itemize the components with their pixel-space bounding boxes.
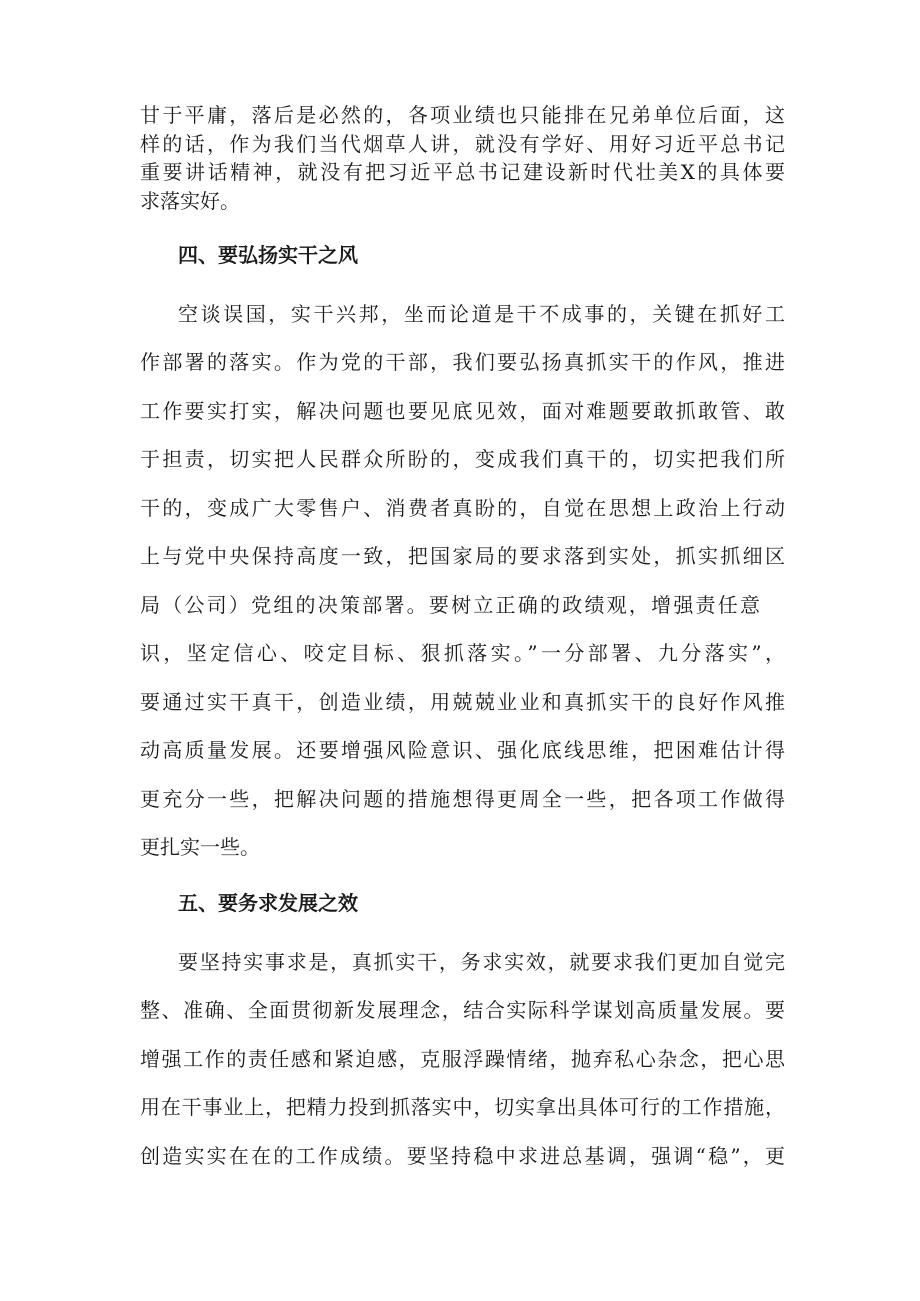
section-4-heading: 四、要弘扬实干之风 [178, 243, 358, 267]
intro-line-3: 重要讲话精神，就没有把习近平总书记建设新时代壮美X的具体要 [140, 160, 785, 184]
intro-line-1: 甘于平庸，落后是必然的，各项业绩也只能排在兄弟单位后面，这 [140, 103, 785, 127]
section-4-line-8: 识，坚定信心、咬定目标、狠抓落实。”一分部署、九分落实”， [140, 641, 785, 665]
section-5-line-5: 创造实实在在的工作成绩。要坚持稳中求进总基调，强调“稳”，更 [140, 1144, 785, 1168]
intro-line-2: 样的话，作为我们当代烟草人讲，就没有学好、用好习近平总书记 [140, 132, 785, 156]
section-5-line-1: 要坚持实事求是，真抓实干，务求实效，就要求我们更加自觉完 [178, 950, 785, 974]
section-5-line-3: 增强工作的责任感和紧迫感，克服浮躁情绪，抛弃私心杂念，把心思 [140, 1047, 785, 1071]
section-4-line-10: 动高质量发展。还要增强风险意识、强化底线思维，把困难估计得 [140, 738, 785, 762]
section-5-heading: 五、要务求发展之效 [178, 891, 358, 915]
section-5-line-4: 用在干事业上，把精力投到抓落实中，切实拿出具体可行的工作措施， [140, 1095, 785, 1119]
section-4-line-9: 要通过实干真干，创造业绩，用兢兢业业和真抓实干的良好作风推 [140, 690, 785, 714]
section-4-line-2: 作部署的落实。作为党的干部，我们要弘扬真抓实干的作风，推进 [140, 350, 785, 374]
section-4-line-7: 局（公司）党组的决策部署。要树立正确的政绩观，增强责任意 [140, 593, 760, 617]
section-4-line-3: 工作要实打实，解决问题也要见底见效，面对难题要敢抓敢管、敢 [140, 399, 785, 423]
section-4-line-11: 更充分一些，把解决问题的措施想得更周全一些，把各项工作做得 [140, 787, 785, 811]
section-4-line-5: 干的，变成广大零售户、消费者真盼的，自觉在思想上政治上行动 [140, 496, 785, 520]
intro-line-4: 求落实好。 [140, 189, 240, 213]
section-5-line-2: 整、准确、全面贯彻新发展理念，结合实际科学谋划高质量发展。要 [140, 998, 785, 1022]
section-4-line-4: 于担责，切实把人民群众所盼的，变成我们真干的，切实把我们所 [140, 447, 785, 471]
section-4-line-1: 空谈误国，实干兴邦，坐而论道是干不成事的，关键在抓好工 [178, 302, 785, 326]
section-4-line-6: 上与党中央保持高度一致，把国家局的要求落到实处，抓实抓细区 [140, 544, 785, 568]
section-4-line-12: 更扎实一些。 [140, 835, 260, 859]
